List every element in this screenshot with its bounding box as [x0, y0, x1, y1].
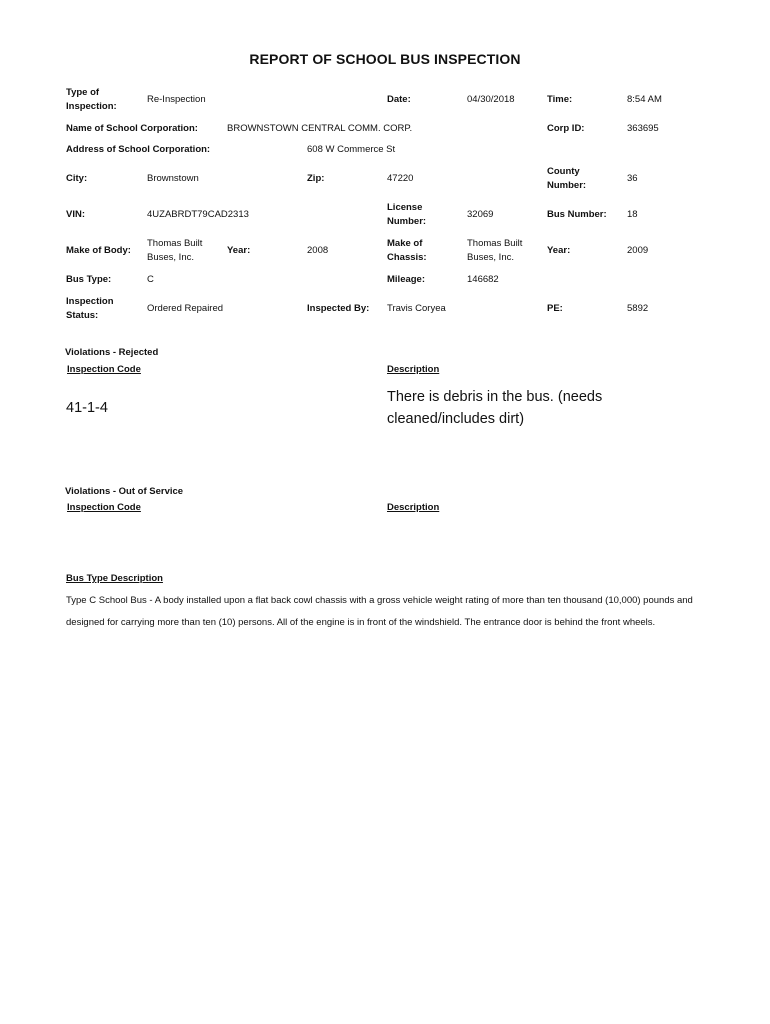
inspected-by-value: Travis Coryea — [387, 303, 446, 314]
city-label: City: — [66, 173, 88, 184]
mileage-value: 146682 — [467, 274, 499, 285]
out-of-service-code-header: Inspection Code — [67, 502, 141, 513]
county-number-value: 36 — [627, 173, 638, 184]
date-label: Date: — [387, 94, 411, 105]
rejected-violation-description: There is debris in the bus. (needs cleaned/includes dirt) — [387, 389, 603, 427]
make-of-body-label: Make of Body: — [66, 245, 131, 256]
rejected-violation-code: 41-1-4 — [66, 400, 108, 416]
address-value: 608 W Commerce St — [307, 144, 396, 155]
rejected-description-header: Description — [387, 364, 440, 375]
school-corp-value: BROWNSTOWN CENTRAL COMM. CORP. — [227, 123, 413, 134]
report-title: REPORT OF SCHOOL BUS INSPECTION — [249, 51, 521, 67]
violations-rejected-heading: Violations - Rejected — [65, 347, 159, 358]
corp-id-value: 363695 — [627, 123, 659, 134]
license-number-label: License Number: — [387, 202, 427, 227]
bus-number-value: 18 — [627, 209, 638, 220]
pe-label: PE: — [547, 303, 563, 314]
inspected-by-label: Inspected By: — [307, 303, 370, 314]
bus-type-description-heading: Bus Type Description — [66, 573, 163, 584]
make-of-chassis-value: Thomas Built Buses, Inc. — [467, 238, 523, 263]
time-value: 8:54 AM — [627, 94, 662, 105]
violations-out-of-service-heading: Violations - Out of Service — [65, 486, 184, 497]
vin-value: 4UZABRDT79CAD2313 — [147, 209, 249, 220]
corp-id-label: Corp ID: — [547, 123, 585, 134]
license-number-value: 32069 — [467, 209, 494, 220]
zip-value: 47220 — [387, 173, 414, 184]
type-of-inspection-label: Type of Inspection: — [66, 87, 117, 112]
bus-number-label: Bus Number: — [547, 209, 607, 220]
mileage-label: Mileage: — [387, 274, 426, 285]
inspection-status-value: Ordered Repaired — [147, 303, 224, 314]
chassis-year-value: 2009 — [627, 245, 649, 256]
rejected-code-header: Inspection Code — [67, 364, 141, 375]
body-year-value: 2008 — [307, 245, 329, 256]
inspection-status-label: Inspection Status: — [66, 296, 114, 321]
bus-type-description-text: Type C School Bus - A body installed upon a flat back cowl chassis with a gross vehicle weight rating of more than ten thousand (10,000) pounds and designed for carrying more than ten (10) persons. All of the engine is in front of the windshield. The entrance door is behind the front wheels. — [66, 595, 693, 628]
make-of-chassis-label: Make of Chassis: — [387, 238, 427, 263]
bus-type-label: Bus Type: — [66, 274, 112, 285]
pe-value: 5892 — [627, 303, 649, 314]
bus-type-value: C — [147, 274, 154, 285]
make-of-body-value: Thomas Built Buses, Inc. — [147, 238, 203, 263]
out-of-service-description-header: Description — [387, 502, 440, 513]
chassis-year-label: Year: — [547, 245, 571, 256]
zip-label: Zip: — [307, 173, 325, 184]
type-of-inspection-value: Re-Inspection — [147, 94, 206, 105]
address-label: Address of School Corporation: — [66, 144, 211, 155]
vin-label: VIN: — [66, 209, 85, 220]
body-year-label: Year: — [227, 245, 251, 256]
date-value: 04/30/2018 — [467, 94, 515, 105]
time-label: Time: — [547, 94, 573, 105]
city-value: Brownstown — [147, 173, 199, 184]
school-corp-label: Name of School Corporation: — [66, 123, 198, 134]
county-number-label: County Number: — [547, 166, 587, 191]
